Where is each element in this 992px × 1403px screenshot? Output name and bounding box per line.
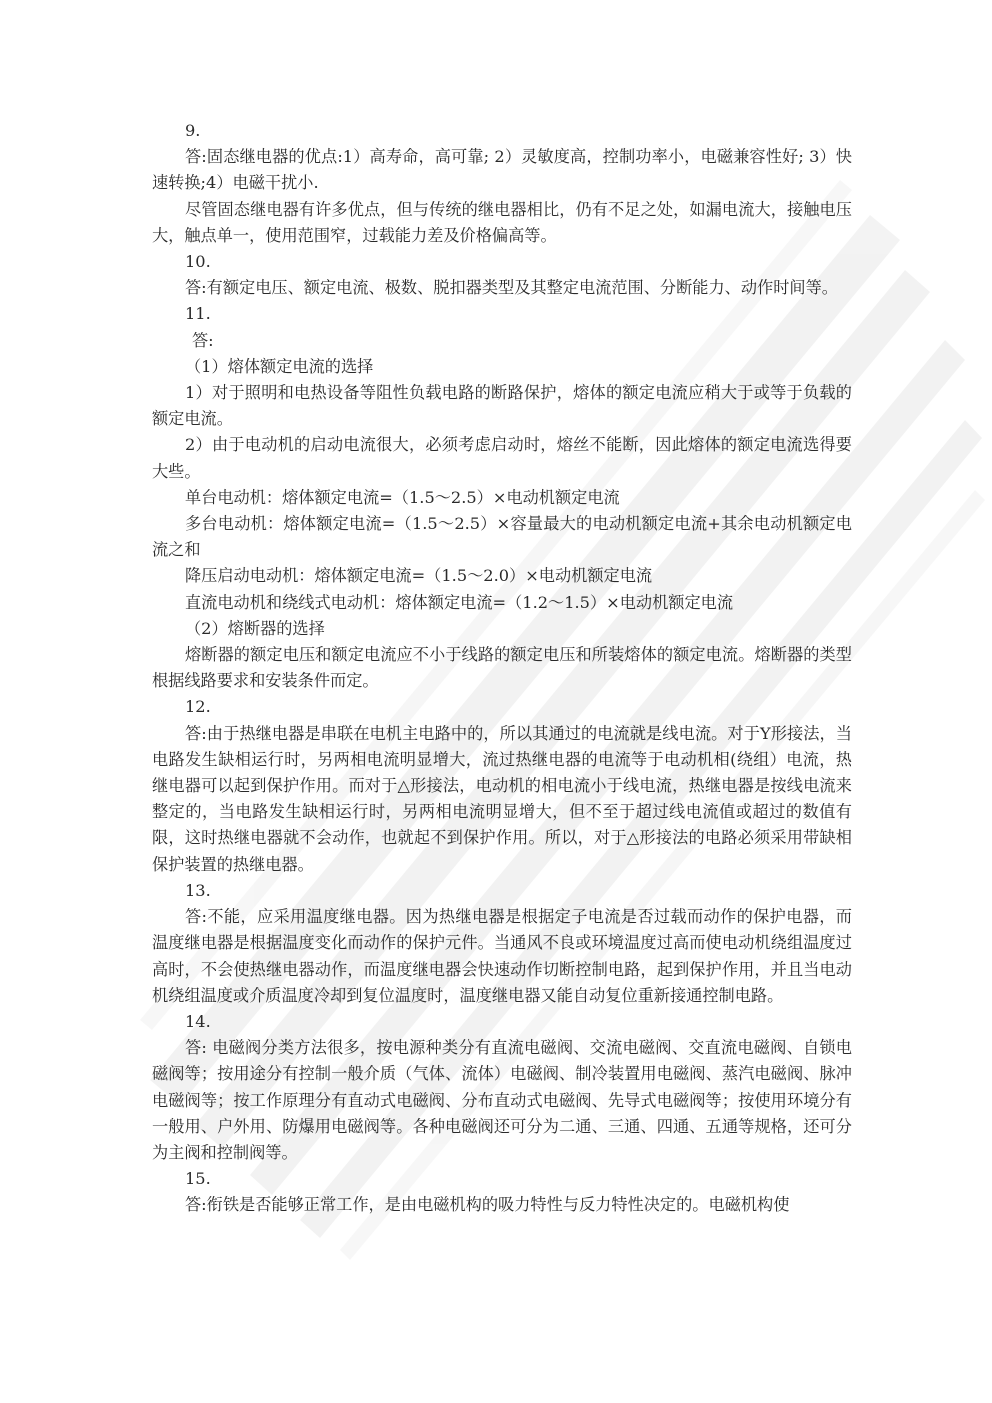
question-number: 12. [185, 697, 211, 717]
question-number: 14. [185, 1011, 211, 1031]
answer-paragraph: 答:衔铁是否能够正常工作，是由电磁机构的吸力特性与反力特性决定的。电磁机构使 [185, 1195, 790, 1215]
question-number: 9. [185, 121, 201, 140]
formula-line: 直流电动机和绕线式电动机：熔体额定电流=（1.2～1.5）×电动机额定电流 [185, 592, 734, 612]
answer-paragraph: 答:不能，应采用温度继电器。因为热继电器是根据定子电流是否过载而动作的保护电器，而温度继电器是根据温度变化而动作的保护元件。当通风不良或环境温度过高而使电动机绕组温度过高时，不会使热继电器动作，而温度继电器会快速动作切断控制电路，起到保护作用，并且当电动机绕组温度或介质温度冷却到复位温度时，温度继电器又能自动复位重新接通控制电路。 [152, 907, 852, 1005]
question-number: 13. [185, 880, 211, 900]
answer-paragraph: 答:有额定电压、额定电流、极数、脱扣器类型及其整定电流范围、分断能力、动作时间等。 [185, 278, 838, 298]
answer-paragraph: 尽管固态继电器有许多优点，但与传统的继电器相比，仍有不足之处，如漏电流大，接触电压大，触点单一，使用范围窄，过载能力差及价格偏高等。 [152, 199, 852, 245]
section-heading: （1）熔体额定电流的选择 [185, 356, 374, 376]
question-number: 11. [185, 304, 211, 324]
section-heading: （2）熔断器的选择 [185, 618, 325, 638]
question-number: 15. [185, 1169, 211, 1189]
formula-line: 多台电动机：熔体额定电流=（1.5～2.5）×容量最大的电动机额定电流+其余电动机额定电流之和 [152, 514, 852, 560]
formula-line: 降压启动电动机：熔体额定电流=（1.5～2.0）×电动机额定电流 [185, 566, 653, 586]
answer-paragraph: 2）由于电动机的启动电流很大，必须考虑启动时，熔丝不能断，因此熔体的额定电流选得要大些。 [152, 435, 852, 481]
answer-paragraph: 答:由于热继电器是串联在电机主电路中的，所以其通过的电流就是线电流。对于Y形接法，当电路发生缺相运行时，另两相电流明显增大，流过热继电器的电流等于电动机相(绕组）电流，热继电器可以起到保护作用。而对于△形接法，电动机的相电流小于线电流，热继电器是按线电流来整定的，当电路发生缺相运行时，另两相电流明显增大，但不至于超过线电流值或超过的数值有限，这时热继电器就不会动作，也就起不到保护作用。所以，对于△形接法的电路必须采用带缺相保护装置的热继电器。 [152, 723, 852, 874]
document-body [152, 118, 852, 1219]
answer-label: 答: [192, 330, 214, 350]
answer-paragraph: 答: 电磁阀分类方法很多，按电源种类分有直流电磁阀、交流电磁阀、交直流电磁阀、自锁电磁阀等；按用途分有控制一般介质（气体、流体）电磁阀、制冷装置用电磁阀、蒸汽电磁阀、脉冲电磁阀等；按工作原理分有直动式电磁阀、分布直动式电磁阀、先导式电磁阀等；按使用环境分有一般用、户外用、防爆用电磁阀等。各种电磁阀还可分为二通、三通、四通、五通等规格，还可分为主阀和控制阀等。 [152, 1038, 852, 1162]
answer-paragraph: 熔断器的额定电压和额定电流应不小于线路的额定电压和所装熔体的额定电流。熔断器的类型根据线路要求和安装条件而定。 [152, 645, 852, 691]
formula-line: 单台电动机：熔体额定电流=（1.5～2.5）×电动机额定电流 [185, 487, 620, 507]
answer-paragraph: 答:固态继电器的优点:1）高寿命，高可靠; 2）灵敏度高，控制功率小，电磁兼容性好; 3）快速转换;4）电磁干扰小. [152, 147, 852, 193]
question-number: 10. [185, 252, 211, 272]
answer-paragraph: 1）对于照明和电热设备等阻性负载电路的断路保护，熔体的额定电流应稍大于或等于负载的额定电流。 [152, 383, 852, 429]
